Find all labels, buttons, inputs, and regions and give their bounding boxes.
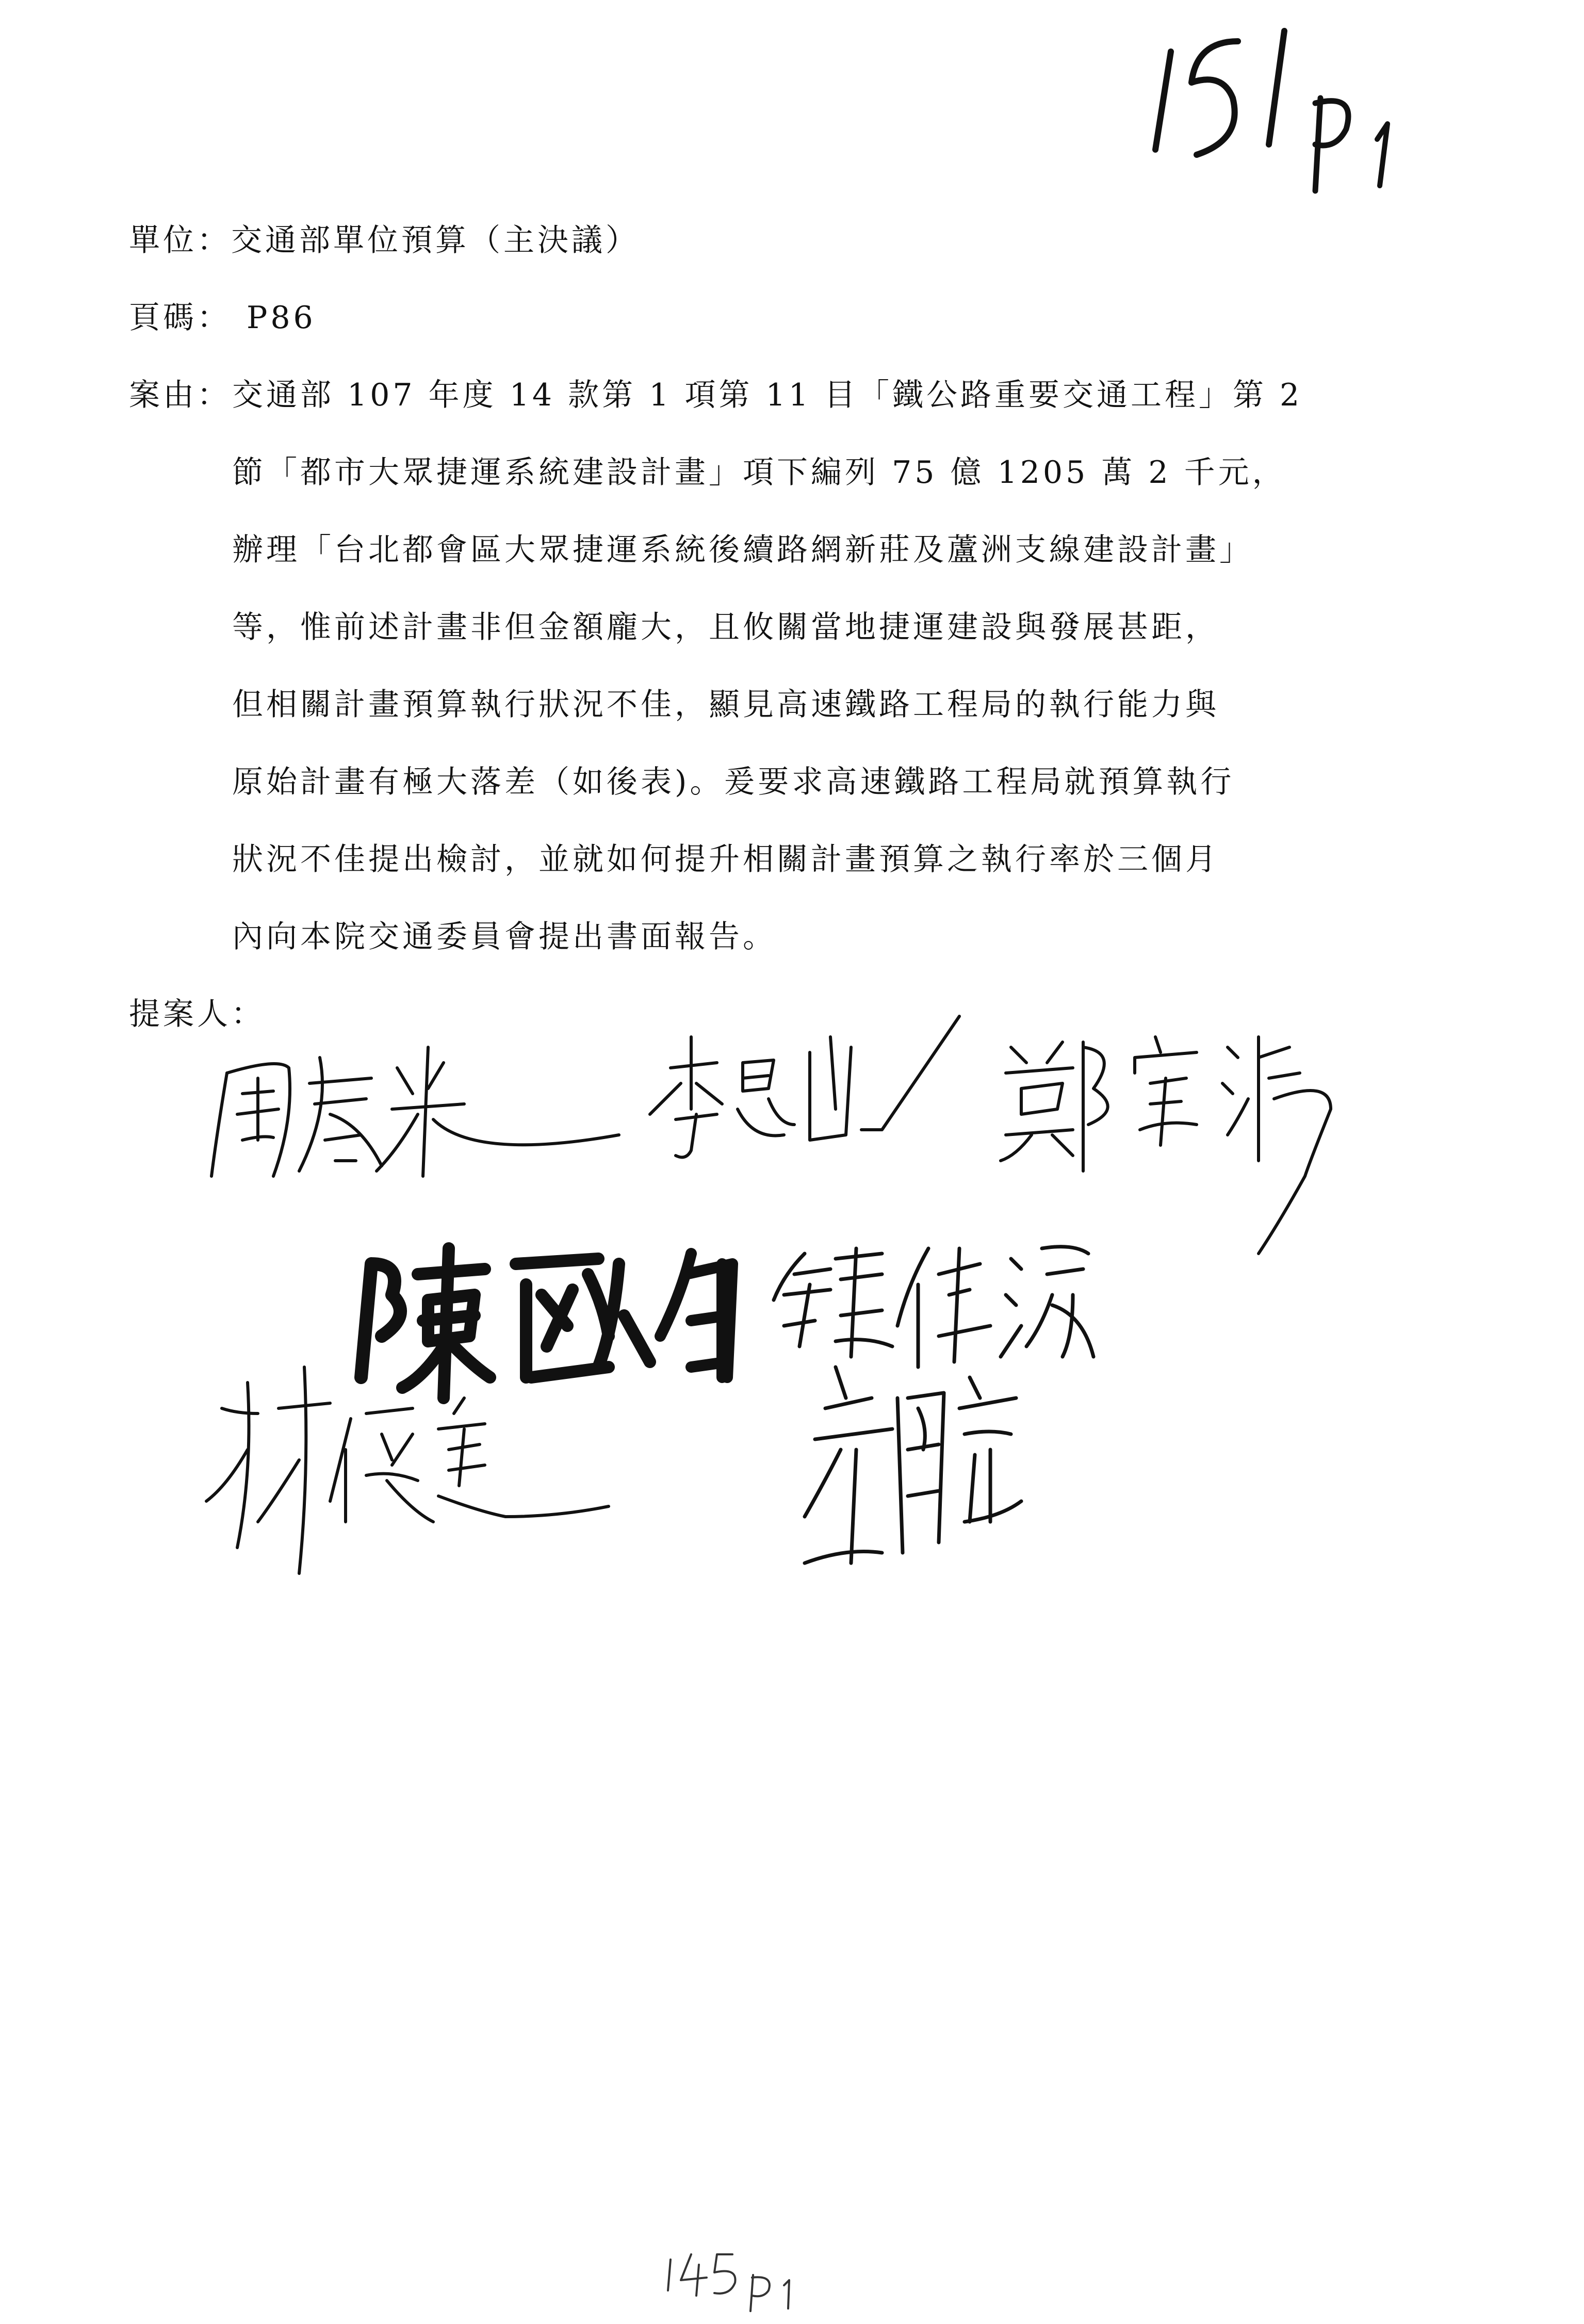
reason-line: 節「都市大眾捷運系統建設計畫」項下編列 75 億 1205 萬 2 千元， <box>232 454 1286 491</box>
reason-line: 但相關計畫預算執行狀況不佳，顯見高速鐵路工程局的執行能力與 <box>232 687 1219 723</box>
handwritten-page-number <box>1150 21 1418 196</box>
reason-line: 狀況不佳提出檢討，並就如何提升相關計畫預算之執行率於三個月 <box>232 841 1219 877</box>
signature-2 <box>650 1016 959 1157</box>
unit-row <box>129 220 640 261</box>
signature-7 <box>805 1367 1021 1563</box>
reason-label: 案由： <box>129 377 231 413</box>
reason-line: 原始計畫有極大落差（如後表)。爰要求高速鐵路工程局就預算執行 <box>232 764 1235 800</box>
signature-3 <box>1001 1037 1331 1254</box>
handwritten-bottom-number <box>665 2244 799 2316</box>
signature-4 <box>361 1248 732 1398</box>
unit-value: 交通部單位預算（主決議） <box>231 222 640 258</box>
proposer-label: 提案人： <box>129 996 265 1032</box>
unit-label: 單位： <box>129 222 231 258</box>
page-code-value: P86 <box>247 300 316 336</box>
signature-1 <box>211 1047 619 1176</box>
handwritten-signatures <box>196 1006 1382 1677</box>
reason-line: 等，惟前述計畫非但金額龐大，且攸關當地捷運建設與發展甚距， <box>232 609 1219 645</box>
signature-6 <box>206 1367 609 1573</box>
page-code-label: 頁碼： <box>129 300 231 336</box>
page-code-row <box>129 297 316 338</box>
signature-5 <box>774 1247 1093 1367</box>
reason-line: 交通部 107 年度 14 款第 1 項第 11 目「鐵公路重要交通工程」第 2 <box>232 377 1303 413</box>
reason-line: 內向本院交通委員會提出書面報告。 <box>232 919 777 955</box>
reason-line: 辦理「台北都會區大眾捷運系統後續路網新莊及蘆洲支線建設計畫」 <box>232 532 1253 568</box>
